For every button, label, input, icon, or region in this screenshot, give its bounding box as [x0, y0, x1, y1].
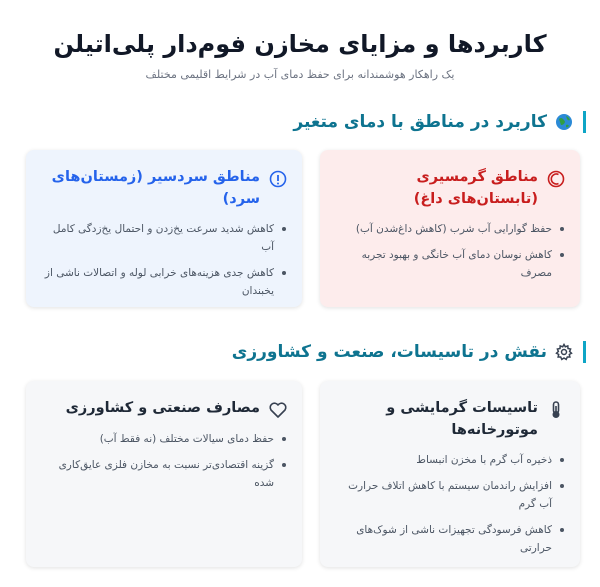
list-item: افزایش راندمان سیستم با کاهش اتلاف حرارت آب گرم [334, 477, 566, 513]
section-title-industry: نقش در تاسیسات، صنعت و کشاورزی [231, 342, 547, 362]
list-item: کاهش فرسودگی تجهیزات ناشی از شوک‌های حرارتی [334, 521, 566, 557]
page-subtitle: یک راهکار هوشمندانه برای حفظ دمای آب در شرایط اقلیمی مختلف [145, 68, 455, 81]
info-circle-icon [268, 169, 288, 189]
list-item: حفظ گوارایی آب شرب (کاهش داغ‌شدن آب) [334, 220, 566, 238]
hot-climate-card [320, 150, 580, 307]
sun-icon [546, 169, 566, 189]
globe-icon [555, 113, 573, 131]
gear-icon [555, 343, 573, 361]
list-item: گزینه اقتصادی‌تر نسبت به مخازن فلزی عایق‌کاری شده [40, 456, 288, 492]
list-item: کاهش جدی هزینه‌های خرابی لوله و اتصالات ناشی از یخبندان [40, 264, 288, 300]
page-title: کاربردها و مزایای مخازن فوم‌دار پلی‌اتیلن [53, 30, 547, 58]
section-heading-industry [232, 341, 586, 363]
cold-card-title: مناطق سردسیر (زمستان‌های سرد) [51, 169, 260, 207]
heart-icon [268, 400, 288, 420]
hot-card-title: مناطق گرمسیری (تابستان‌های داغ) [413, 169, 538, 207]
section-title-climate: کاربرد در مناطق با دمای متغیر [293, 112, 547, 132]
facilities-card [320, 381, 580, 567]
section-heading-climate [293, 111, 586, 133]
list-item: ذخیره آب گرم با مخزن انبساط [334, 451, 566, 469]
thermometer-icon [546, 400, 566, 420]
facilities-card-title: تاسیسات گرمایشی و موتورخانه‌ها [386, 400, 538, 438]
list-item: کاهش نوسان دمای آب خانگی و بهبود تجربه مصرف [334, 246, 566, 282]
list-item: حفظ دمای سیالات مختلف (نه فقط آب) [40, 430, 288, 448]
list-item: کاهش شدید سرعت یخ‌زدن و احتمال یخ‌زدگی کامل آب [40, 220, 288, 256]
cold-climate-card [26, 150, 302, 307]
industry-card [26, 381, 302, 567]
industry-card-title: مصارف صنعتی و کشاورزی [65, 400, 260, 416]
